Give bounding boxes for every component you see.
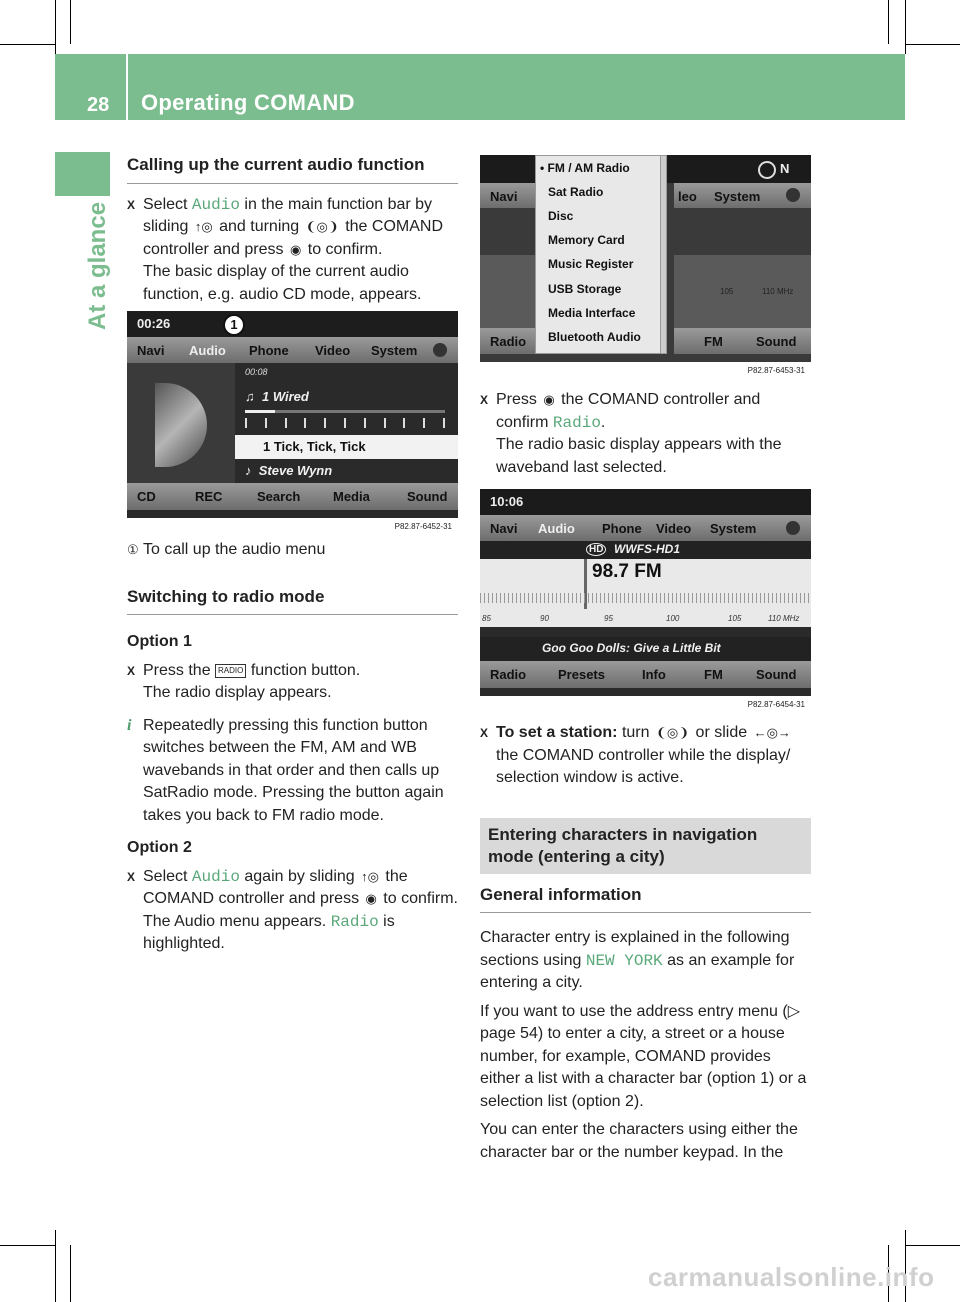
turn-icon: ❨◎❩ [305, 219, 339, 234]
side-tab-label: At a glance [84, 201, 111, 330]
menu-item: Video [656, 521, 692, 536]
bottom-menu-item: Info [642, 667, 666, 682]
menu-item-music-register[interactable]: Music Register [548, 257, 634, 271]
audio-source-menu [535, 155, 667, 354]
instruction-step: X To set a station: turn ❨◎❩ or slide ←◎→ the COMAND controller while the display/ selection window is active. [480, 722, 811, 790]
audio-keyword: Audio [191, 867, 240, 886]
side-top-bar-right: leo System [674, 183, 811, 208]
press-icon: ◉ [289, 241, 302, 257]
bottom-menu-item: Media [333, 489, 370, 504]
menu-item-audio: Audio [538, 521, 575, 536]
paragraph: If you want to use the address entry menu (▷ page 54) to enter a city, a street or a house number, for example, COMAND provides either a list with a character bar (option 1) or a selection list (option 2). [480, 1002, 807, 1110]
crop-mark [55, 1230, 56, 1302]
figure-caption: P82.87-6454-31 [747, 700, 805, 709]
bottom-menu-item: FM [704, 667, 723, 682]
turn-icon: ❨◎❩ [655, 725, 690, 740]
city-example: NEW YORK [585, 951, 663, 970]
left-column [127, 154, 458, 306]
right-column-upper [480, 389, 811, 479]
settings-icon [433, 343, 447, 357]
side-bottom-bar-right: FM Sound [674, 328, 811, 354]
slide-up-icon: ↑◎ [361, 868, 379, 884]
instruction-step: X Select Audio in the main function bar by sliding ↑◎ and turning ❨◎❩ the COMAND controller and press ◉ to confirm. The basic display of the current audio function, e.g. audio CD mode, appears. [127, 194, 458, 307]
press-icon: ◉ [543, 392, 555, 407]
bottom-menu-item: Presets [558, 667, 605, 682]
progress-bar [245, 410, 445, 413]
frequency-scale [480, 593, 811, 603]
cd-cover-art [127, 363, 235, 483]
menu-item: System [371, 343, 418, 358]
menu-item-fm-am-radio[interactable]: • FM / AM Radio [540, 161, 630, 175]
main-function-bar [480, 515, 811, 541]
header-separator [126, 54, 128, 120]
crop-mark [888, 0, 889, 44]
slide-up-icon: ↑◎ [194, 219, 213, 234]
crop-mark [905, 1245, 960, 1246]
paragraph: You can enter the characters using either the character bar or the number keypad. In the [480, 1121, 798, 1161]
page-number: 28 [87, 94, 110, 116]
bottom-menu-item: Sound [756, 667, 797, 682]
bottom-menu-item: Sound [407, 489, 448, 504]
track-ticks [245, 418, 445, 428]
menu-item-memory-card[interactable]: Memory Card [548, 233, 625, 247]
audio-cd-screenshot [127, 311, 458, 532]
legend-number: ① [127, 542, 139, 557]
menu-item-audio: Audio [189, 343, 226, 358]
menu-item-bluetooth-audio[interactable]: Bluetooth Audio [548, 330, 641, 344]
radio-button-icon: RADIO [215, 664, 246, 678]
figure-caption: P82.87-6452-31 [394, 522, 452, 531]
crop-mark [0, 1245, 55, 1246]
slide-left-right-icon: ←◎→ [753, 725, 791, 740]
radio-keyword: Radio [330, 912, 379, 931]
step-result: The Audio menu appears. Radio is highlighted. [143, 912, 395, 952]
menu-item: Navi [137, 343, 165, 358]
side-bottom-bar-left: Radio [480, 328, 535, 354]
crop-mark [70, 1245, 71, 1302]
menu-scrollbar[interactable] [660, 156, 666, 353]
heading-general-information: General information [480, 884, 811, 914]
station-row [480, 541, 811, 559]
bottom-menu-item: Radio [490, 667, 527, 682]
step-result: The radio display appears. [143, 684, 332, 701]
legend-item: ① To call up the audio menu [127, 539, 458, 562]
step-result: The basic display of the current audio function, e.g. audio CD mode, appears. [143, 263, 422, 303]
selected-track: 1 Tick, Tick, Tick [263, 439, 366, 454]
compass-icon [758, 161, 776, 179]
left-column-lower [127, 539, 458, 956]
bottom-menu-item: CD [137, 489, 156, 504]
song-info-row [480, 637, 811, 661]
menu-item-usb-storage[interactable]: USB Storage [548, 282, 622, 296]
main-function-bar [127, 337, 458, 363]
section-title-box: Entering characters in navigation mode (entering a city) [480, 818, 811, 874]
settings-icon [786, 521, 800, 535]
bottom-menu-item: REC [195, 489, 223, 504]
audio-keyword: Audio [191, 195, 240, 214]
crop-mark [0, 44, 55, 45]
right-column-lower [480, 722, 811, 1164]
instruction-step: X Press ◉ the COMAND controller and confirm Radio. The radio basic display appears with the waveband last selected. [480, 389, 811, 479]
info-note: i Repeatedly pressing this function button switches between the FM, AM and WB wavebands in that order and then calls up SatRadio mode. Pressing the button again takes you back to FM radio mode. [127, 716, 444, 824]
callout-1: 1 [223, 314, 245, 336]
frequency-value: 98.7 FM [592, 561, 662, 582]
option-1-heading: Option 1 [127, 633, 192, 650]
radio-keyword: Radio [552, 413, 601, 432]
menu-item-sat-radio[interactable]: Sat Radio [548, 185, 604, 199]
station-name: WWFS-HD1 [614, 542, 680, 556]
press-icon: ◉ [365, 891, 377, 906]
selected-track-row[interactable] [235, 435, 458, 459]
song-title: Goo Goo Dolls: Give a Little Bit [542, 641, 721, 655]
artist-name: ♪ Steve Wynn [245, 463, 333, 478]
crop-mark [70, 0, 71, 44]
paragraph: Character entry is explained in the following sections using NEW YORK as an example for entering a city. [480, 929, 795, 991]
page-title: Operating COMAND [141, 90, 355, 115]
crop-mark [905, 44, 960, 45]
heading-switching-radio: Switching to radio mode [127, 586, 458, 616]
instruction-step: X Press the RADIO function button. The radio display appears. [127, 660, 458, 705]
menu-item: Phone [249, 343, 289, 358]
screen-time: 00:26 [137, 316, 171, 331]
side-top-bar-left: Navi [480, 183, 535, 208]
info-icon: i [127, 716, 132, 734]
menu-item-disc[interactable]: Disc [548, 209, 574, 223]
figure-caption: P82.87-6453-31 [747, 366, 805, 375]
side-tab [55, 152, 110, 196]
crop-mark [55, 0, 56, 54]
menu-item: Phone [602, 521, 642, 536]
track-title: ♫ 1 Wired [245, 389, 309, 404]
frequency-display: 98.7 FM 85 90 95 100 105 110 MHz [480, 559, 811, 627]
bottom-function-bar [127, 483, 458, 510]
elapsed-time: 00:08 [245, 367, 268, 377]
heading-calling-audio: Calling up the current audio function [127, 154, 458, 184]
menu-item: System [710, 521, 757, 536]
bottom-function-bar [480, 661, 811, 688]
step-result: The radio basic display appears with the waveband last selected. [496, 436, 782, 476]
screen-time: 10:06 [490, 494, 524, 509]
option-2-heading: Option 2 [127, 839, 192, 856]
hd-radio-icon: HD [586, 543, 606, 556]
watermark: carmanualsonline.info [648, 1262, 935, 1292]
radio-display-screenshot [480, 489, 811, 710]
menu-item-media-interface[interactable]: Media Interface [548, 306, 636, 320]
bottom-menu-item: Search [257, 489, 301, 504]
audio-menu-screenshot: Navi leo System N 105 110 MHz Radio FM Sound • FM / AM Radio Sat Radio Disc Memory Card Music Register USB Storage Media Interface Bluetooth Audio P82.87-6453-31 [480, 155, 811, 376]
crop-mark [905, 0, 906, 54]
menu-item: Video [315, 343, 351, 358]
menu-item: Navi [490, 521, 518, 536]
instruction-step: X Select Audio again by sliding ↑◎ the COMAND controller and press ◉ to confirm. The Audio menu appears. Radio is highlighted. [127, 866, 458, 956]
